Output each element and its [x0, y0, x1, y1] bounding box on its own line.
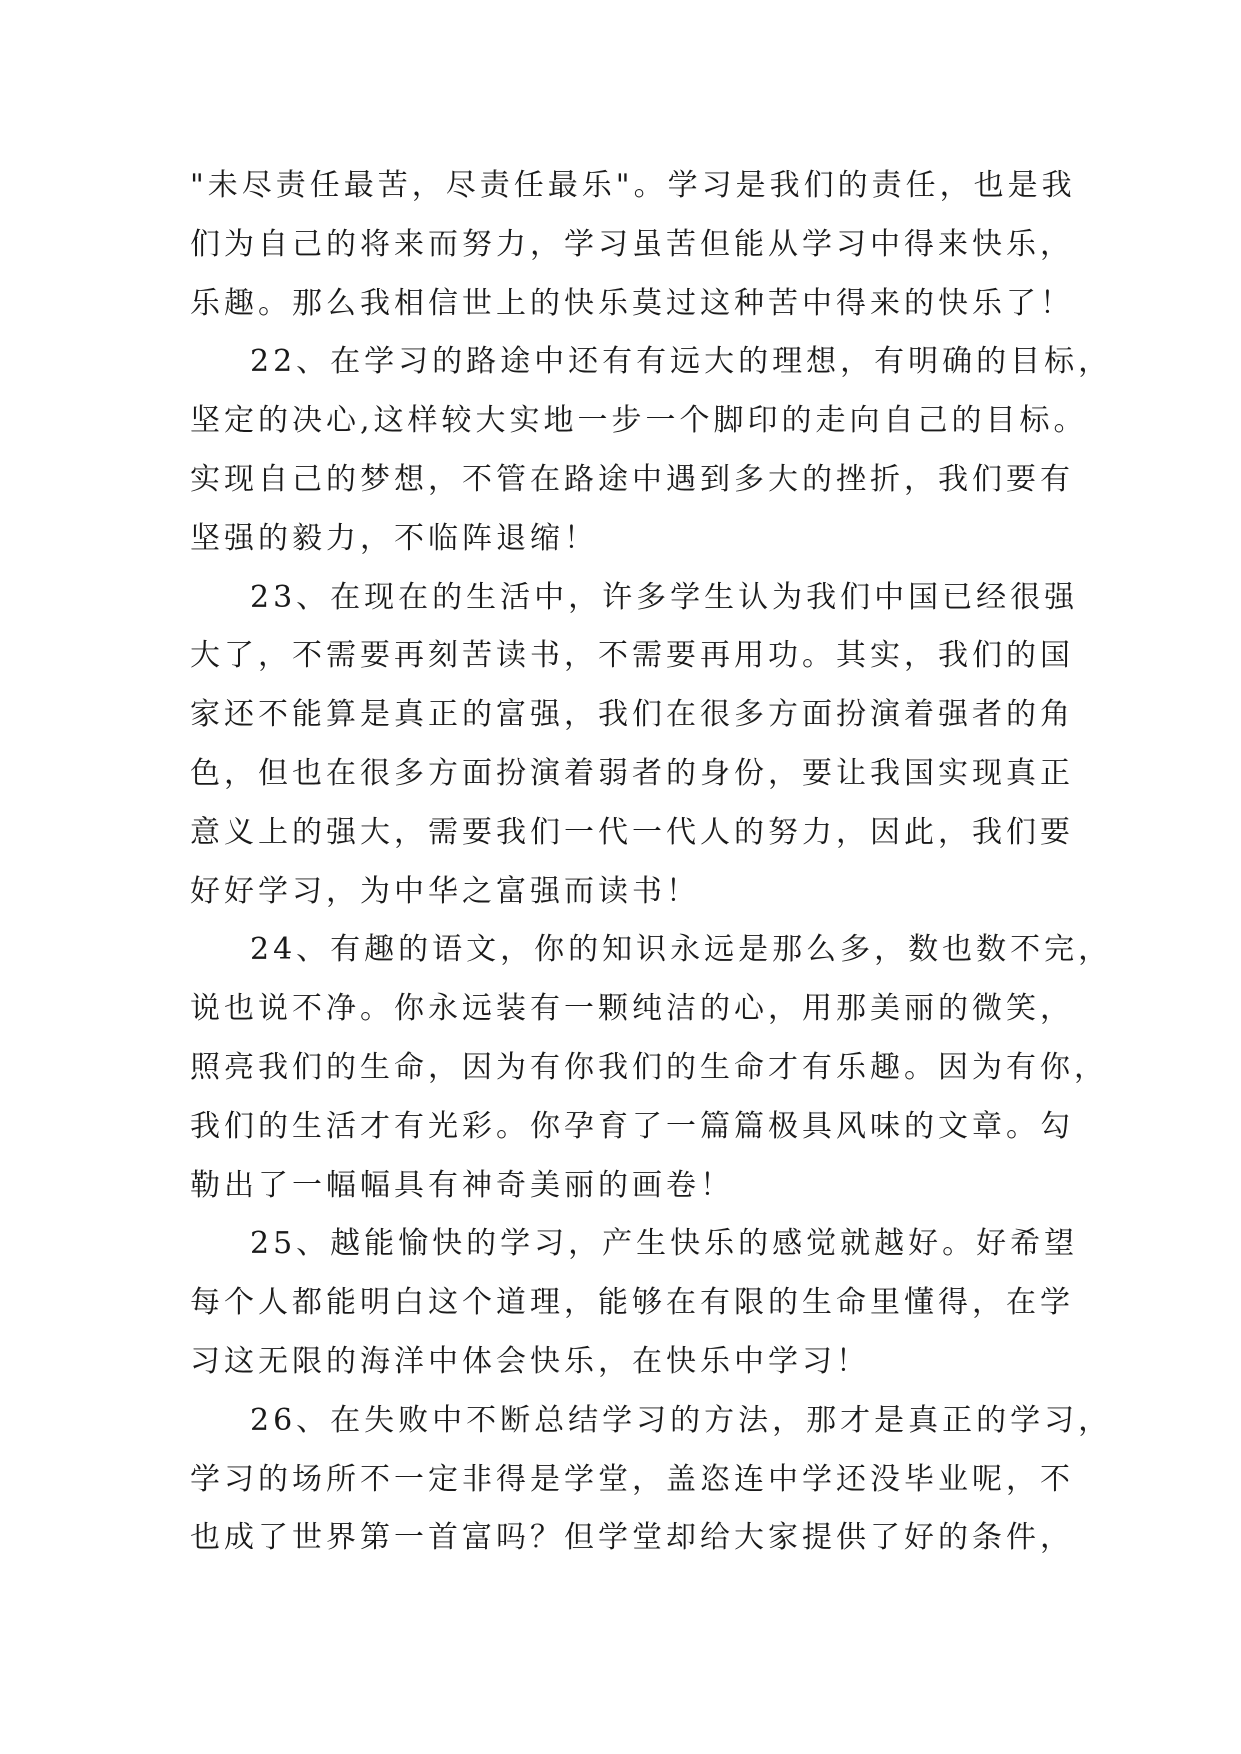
text-line: 勒出了一幅幅具有神奇美丽的画卷！: [190, 1167, 734, 1203]
text-line: 我们的生活才有光彩。你孕育了一篇篇极具风味的文章。勾: [190, 1108, 1074, 1144]
text-line: 学习的场所不一定非得是学堂，盖恣连中学还没毕业呢，不: [190, 1461, 1074, 1497]
text-line: 每个人都能明白这个道理，能够在有限的生命里懂得，在学: [190, 1285, 1074, 1321]
text-line: 好好学习，为中华之富强而读书！: [190, 873, 700, 909]
text-line: 实现自己的梦想，不管在路途中遇到多大的挫折，我们要有: [190, 461, 1074, 497]
text-line: 说也说不净。你永远装有一颗纯洁的心，用那美丽的微笑，: [190, 991, 1074, 1027]
text-line: 大了，不需要再刻苦读书，不需要再用功。其实，我们的国: [190, 638, 1074, 674]
paragraph-23-first-line: 23、在现在的生活中，许多学生认为我们中国已经很强: [250, 579, 1079, 615]
paragraph-22-first-line: 22、在学习的路途中还有有远大的理想，有明确的目标，: [250, 344, 1113, 380]
document-body: [190, 157, 1113, 1568]
text-line: 坚强的毅力，不临阵退缩！: [190, 520, 598, 556]
text-line: 意义上的强大，需要我们一代一代人的努力，因此，我们要: [190, 814, 1074, 850]
paragraph-25-first-line: 25、越能愉快的学习，产生快乐的感觉就越好。好希望: [250, 1226, 1079, 1262]
text-line: 乐趣。那么我相信世上的快乐莫过这种苦中得来的快乐了！: [190, 285, 1074, 321]
text-line: 也成了世界第一首富吗？但学堂却给大家提供了好的条件，: [190, 1520, 1074, 1556]
text-line: 们为自己的将来而努力，学习虽苦但能从学习中得来快乐，: [190, 226, 1074, 262]
paragraph-26-first-line: 26、在失败中不断总结学习的方法，那才是真正的学习，: [250, 1402, 1113, 1438]
text-line: 色，但也在很多方面扮演着弱者的身份，要让我国实现真正: [190, 755, 1074, 791]
text-line: 家还不能算是真正的富强，我们在很多方面扮演着强者的角: [190, 697, 1074, 733]
paragraph-24-first-line: 24、有趣的语文，你的知识永远是那么多，数也数不完，: [250, 932, 1113, 968]
text-line: 照亮我们的生命，因为有你我们的生命才有乐趣。因为有你，: [190, 1049, 1108, 1085]
text-line: "未尽责任最苦，尽责任最乐"。学习是我们的责任，也是我: [190, 168, 1076, 203]
text-line: 习这无限的海洋中体会快乐，在快乐中学习！: [190, 1343, 870, 1379]
text-line: 坚定的决心,这样较大实地一步一个脚印的走向自己的目标。: [190, 403, 1088, 439]
